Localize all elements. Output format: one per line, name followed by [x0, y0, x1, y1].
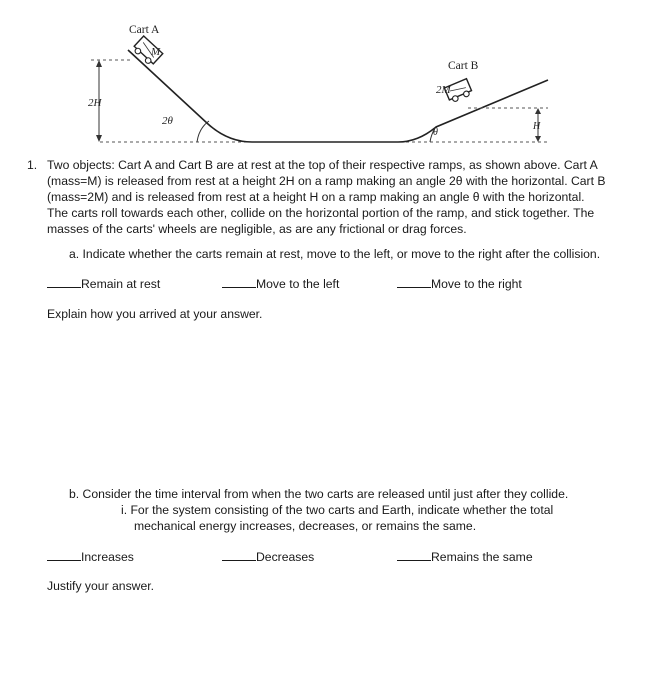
option-label: Move to the left — [256, 277, 340, 291]
option-label: Remain at rest — [81, 277, 161, 291]
cart-b-label: Cart B — [448, 60, 479, 72]
angle-left-label: 2θ — [162, 115, 173, 127]
explain-prompt: Explain how you arrived at your answer. — [47, 307, 263, 321]
ramp-diagram — [0, 0, 669, 150]
option-move-left[interactable] — [222, 276, 339, 292]
question-line: (mass=M) is released from rest at a height 2H on a ramp making an angle 2θ with the horizontal. Cart B — [47, 174, 606, 188]
answer-blank[interactable] — [397, 549, 431, 561]
part-b-sub-line-1: i. For the system consisting of the two carts and Earth, indicate whether the total — [121, 503, 554, 517]
option-decreases[interactable] — [222, 549, 314, 565]
option-remain-at-rest[interactable] — [47, 276, 160, 292]
question-text — [47, 157, 665, 237]
answer-blank[interactable] — [222, 549, 256, 561]
answer-blank[interactable] — [47, 276, 81, 288]
height-right-arrow-up — [535, 108, 541, 114]
angle-right-label: θ — [433, 127, 438, 138]
option-label: Increases — [81, 550, 134, 564]
cart-a-mass: M — [151, 46, 161, 58]
height-right-label: H — [533, 121, 541, 132]
justify-prompt: Justify your answer. — [47, 579, 155, 593]
height-left-arrow-down — [96, 135, 102, 142]
option-move-right[interactable] — [397, 276, 522, 292]
part-b-prompt: b. Consider the time interval from when the two carts are released until just after they collide. — [69, 487, 569, 501]
question-number: 1. — [27, 158, 38, 172]
ramp-track — [128, 50, 548, 142]
height-right-arrow-down — [535, 136, 541, 142]
option-label: Decreases — [256, 550, 315, 564]
question-line: (mass=2M) and is released from rest at a height H on a ramp making an angle θ with the horizontal. — [47, 190, 585, 204]
answer-blank[interactable] — [47, 549, 81, 561]
question-line: masses of the carts' wheels are negligible, as are any frictional or drag forces. — [47, 222, 467, 236]
option-label: Move to the right — [431, 277, 522, 291]
question-line: The carts roll towards each other, collide on the horizontal portion of the ramp, and stick together. The — [47, 206, 595, 220]
answer-blank[interactable] — [397, 276, 431, 288]
part-b-sub-line-2: mechanical energy increases, decreases, or remains the same. — [134, 519, 477, 533]
cart-a-label: Cart A — [129, 24, 160, 36]
question-line: Two objects: Cart A and Cart B are at rest at the top of their respective ramps, as shown above. Cart A — [47, 158, 598, 172]
height-left-label: 2H — [88, 97, 102, 109]
height-left-arrow-up — [96, 60, 102, 67]
option-remains-same[interactable] — [397, 549, 533, 565]
option-label: Remains the same — [431, 550, 533, 564]
answer-blank[interactable] — [222, 276, 256, 288]
option-increases[interactable] — [47, 549, 134, 565]
cart-b-mass: 2M — [436, 84, 451, 96]
part-a-prompt: a. Indicate whether the carts remain at rest, move to the left, or move to the right after the collision. — [69, 247, 601, 261]
